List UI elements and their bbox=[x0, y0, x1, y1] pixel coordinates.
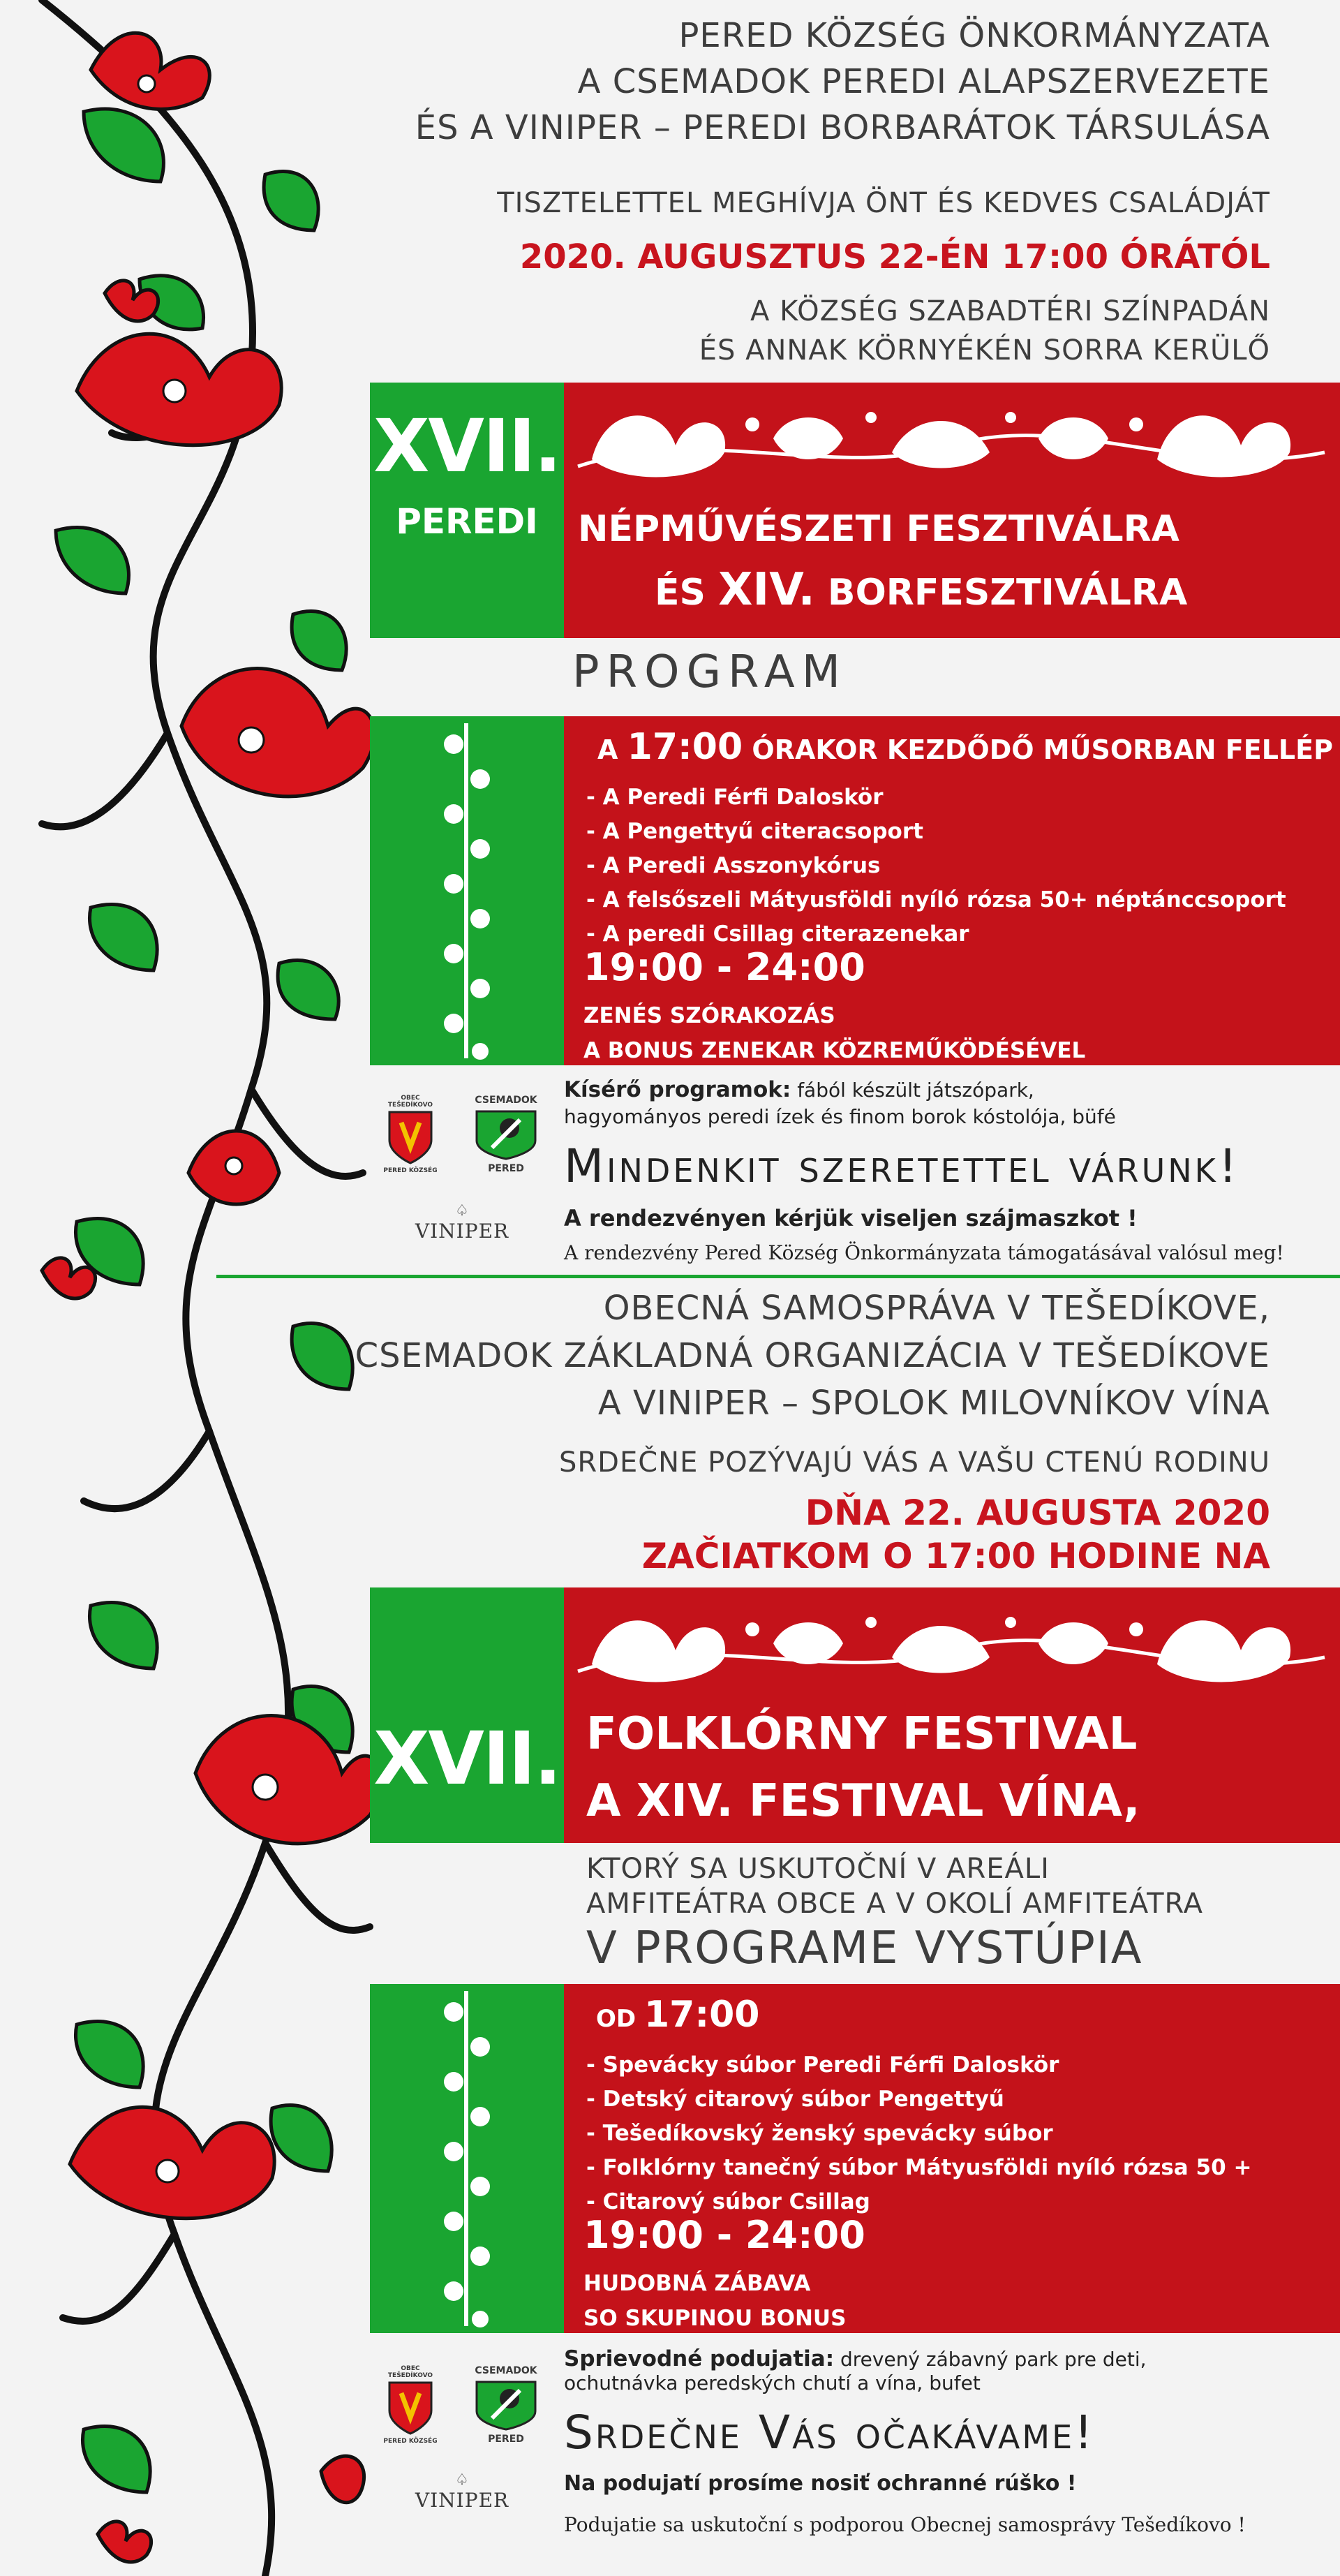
sk-mask: Na podujatí prosíme nosiť ochranné rúško ! bbox=[564, 2471, 1077, 2496]
vertical-pattern-icon bbox=[370, 716, 564, 1065]
sk-program-box bbox=[564, 1984, 1340, 2333]
viniper-logo-icon: ♤ bbox=[455, 1202, 469, 1220]
hu-csemadok-logo bbox=[468, 1095, 544, 1174]
hu-festival-line1: NÉPMŰVÉSZETI FESZTIVÁLRA bbox=[578, 508, 1179, 550]
hu-viniper-logo bbox=[413, 1202, 511, 1243]
hu-edition-sub: PEREDI bbox=[396, 501, 538, 542]
hu-coat-of-arms bbox=[382, 1095, 438, 1174]
sk-festival-line2: A XIV. FESTIVAL VÍNA, bbox=[586, 1775, 1140, 1827]
hu-performer: - A Peredi Férfi Daloskör bbox=[586, 785, 884, 810]
hu-side-label: Kísérő programok: bbox=[564, 1077, 791, 1102]
coat-of-arms-icon bbox=[386, 2379, 435, 2435]
sk-program-title: V PROGRAME VYSTÚPIA bbox=[586, 1923, 1143, 1974]
sk-performer: - Tešedíkovský ženský spevácky súbor bbox=[586, 2121, 1053, 2146]
hu-header-line1: PERED KÖZSÉG ÖNKORMÁNYZATA bbox=[678, 16, 1270, 55]
sk-header-line1: OBECNÁ SAMOSPRÁVA V TEŠEDÍKOVE, bbox=[603, 1289, 1270, 1328]
hu-edition-box bbox=[370, 383, 564, 638]
hu-program-box bbox=[564, 716, 1340, 1065]
sk-venue-line2: AMFITEÁTRA OBCE A V OKOLÍ AMFITEÁTRA bbox=[586, 1888, 1204, 1920]
hu-festival-line2-big: XIV. bbox=[718, 564, 815, 616]
sk-program-intro-time: 17:00 bbox=[643, 1994, 760, 2036]
hu-header-line2: A CSEMADOK PEREDI ALAPSZERVEZETE bbox=[577, 62, 1270, 101]
hu-side-programs bbox=[564, 1076, 1116, 1130]
logo-bottom-text: PERED KÖZSÉG bbox=[383, 2438, 438, 2445]
sk-side-programs bbox=[564, 2347, 1147, 2395]
logo-top-text: OBEC TEŠEDÍKOVO bbox=[387, 1095, 433, 1109]
sk-program-intro-a: OD bbox=[596, 2005, 644, 2033]
section-divider bbox=[216, 1275, 1340, 1278]
logo-top-text: OBEC TEŠEDÍKOVO bbox=[387, 2365, 433, 2379]
viniper-text: VINIPER bbox=[415, 1220, 509, 1243]
sk-side-label: Sprievodné podujatia: bbox=[564, 2346, 835, 2371]
hu-side-text1: fából készült játszópark, bbox=[791, 1079, 1034, 1102]
sk-performer: - Citarový súbor Csillag bbox=[586, 2189, 870, 2214]
hu-performer: - A Peredi Asszonykórus bbox=[586, 853, 881, 878]
vertical-pattern-icon bbox=[370, 1984, 564, 2333]
hu-header-line3: ÉS A VINIPER – PEREDI BORBARÁTOK TÁRSULÁSA bbox=[415, 108, 1270, 147]
sk-performer: - Spevácky súbor Peredi Férfi Daloskör bbox=[586, 2052, 1059, 2078]
sk-festival-box bbox=[564, 1587, 1340, 1843]
sk-evening-time: 19:00 - 24:00 bbox=[583, 2213, 865, 2257]
hu-evening-line2: A BONUS ZENEKAR KÖZREMŰKÖDÉSÉVEL bbox=[583, 1038, 1086, 1063]
sk-program-ornament-box bbox=[370, 1984, 564, 2333]
folk-pattern-icon bbox=[564, 1587, 1340, 1692]
sk-side-text1: drevený zábavný park pre deti, bbox=[834, 2348, 1147, 2371]
sk-viniper-logo bbox=[413, 2471, 511, 2512]
sk-header-line3: A VINIPER – SPOLOK MILOVNÍKOV VÍNA bbox=[597, 1384, 1270, 1423]
sk-edition-box bbox=[370, 1587, 564, 1843]
sk-program-intro bbox=[596, 1994, 760, 2036]
folk-pattern-icon bbox=[564, 383, 1340, 487]
hu-edition: XVII. bbox=[373, 404, 560, 489]
hu-invite: TISZTELETTEL MEGHÍVJA ÖNT ÉS KEDVES CSALÁDJÁT bbox=[497, 187, 1270, 219]
csemadok-bottom-text: PERED bbox=[488, 1163, 524, 1174]
hu-festival-box bbox=[564, 383, 1340, 638]
sk-csemadok-logo bbox=[468, 2365, 544, 2445]
sk-coat-of-arms bbox=[382, 2365, 438, 2445]
sk-side-text2: ochutnávka peredských chutí a vína, bufet bbox=[564, 2371, 981, 2394]
sk-welcome: Srdečne Vás očakávame! bbox=[564, 2406, 1095, 2459]
sk-edition: XVII. bbox=[373, 1716, 560, 1801]
sk-header-line2: CSEMADOK ZÁKLADNÁ ORGANIZÁCIA V TEŠEDÍKOVE bbox=[355, 1336, 1270, 1375]
hu-evening-line1: ZENÉS SZÓRAKOZÁS bbox=[583, 1003, 835, 1028]
hu-mask: A rendezvényen kérjük viseljen szájmaszkot ! bbox=[564, 1205, 1138, 1231]
hu-program-intro-rest: ÓRAKOR KEZDŐDŐ MŰSORBAN FELLÉP bbox=[743, 734, 1333, 765]
sk-festival-line1: FOLKLÓRNY FESTIVAL bbox=[586, 1708, 1138, 1760]
hu-side-text2: hagyományos peredi ízek és finom borok kóstolója, büfé bbox=[564, 1105, 1116, 1128]
hu-venue-line2: ÉS ANNAK KÖRNYÉKÉN SORRA KERÜLŐ bbox=[699, 334, 1270, 367]
sk-evening-line2: SO SKUPINOU BONUS bbox=[583, 2306, 847, 2331]
hu-performer: - A felsőszeli Mátyusföldi nyíló rózsa 50+ néptánccsoport bbox=[586, 887, 1286, 912]
hu-venue-line1: A KÖZSÉG SZABADTÉRI SZÍNPADÁN bbox=[750, 295, 1270, 327]
hu-program-title: PROGRAM bbox=[572, 646, 847, 698]
sk-evening-line1: HUDOBNÁ ZÁBAVA bbox=[583, 2271, 811, 2296]
sk-performer: - Detský citarový súbor Pengettyű bbox=[586, 2087, 1004, 2112]
hu-performer: - A Pengettyű citeracsoport bbox=[586, 819, 923, 844]
sk-date-line1: DŇA 22. AUGUSTA 2020 bbox=[805, 1493, 1270, 1533]
hu-program-intro-a: A bbox=[597, 734, 627, 765]
sk-performer: - Folklórny tanečný súbor Mátyusföldi nyíló rózsa 50 + bbox=[586, 2155, 1252, 2180]
sk-venue-line1: KTORÝ SA USKUTOČNÍ V AREÁLI bbox=[586, 1853, 1050, 1885]
hu-support: A rendezvény Pered Község Önkormányzata támogatásával valósul meg! bbox=[564, 1241, 1284, 1264]
hu-date: 2020. AUGUSZTUS 22-ÉN 17:00 ÓRÁTÓL bbox=[519, 237, 1270, 276]
hu-program-intro-time: 17:00 bbox=[627, 726, 743, 768]
hu-evening-time: 19:00 - 24:00 bbox=[583, 945, 865, 989]
viniper-text: VINIPER bbox=[415, 2489, 509, 2512]
hu-performer: - A peredi Csillag citerazenekar bbox=[586, 921, 969, 947]
logo-bottom-text: PERED KÖZSÉG bbox=[383, 1167, 438, 1174]
hu-festival-line2 bbox=[655, 564, 1187, 616]
csemadok-top-text: CSEMADOK bbox=[475, 2365, 537, 2376]
hu-welcome: Mindenkit szeretettel várunk! bbox=[564, 1139, 1240, 1193]
viniper-logo-icon: ♤ bbox=[455, 2471, 469, 2489]
csemadok-bottom-text: PERED bbox=[488, 2434, 524, 2445]
sk-date-line2: ZAČIATKOM O 17:00 HODINE NA bbox=[641, 1536, 1270, 1576]
coat-of-arms-icon bbox=[386, 1109, 435, 1164]
hu-program-ornament-box bbox=[370, 716, 564, 1065]
hu-festival-line2-prefix: ÉS bbox=[655, 572, 719, 614]
hu-festival-line2-suffix: BORFESZTIVÁLRA bbox=[814, 572, 1188, 614]
csemadok-emblem-icon bbox=[471, 1106, 541, 1160]
sk-invite: SRDEČNE POZÝVAJÚ VÁS A VAŠU CTENÚ RODINU bbox=[558, 1446, 1270, 1479]
csemadok-emblem-icon bbox=[471, 2376, 541, 2431]
hu-program-intro bbox=[597, 726, 1333, 768]
sk-support: Podujatie sa uskutoční s podporou Obecnej samosprávy Tešedíkovo ! bbox=[564, 2513, 1246, 2536]
csemadok-top-text: CSEMADOK bbox=[475, 1095, 537, 1106]
